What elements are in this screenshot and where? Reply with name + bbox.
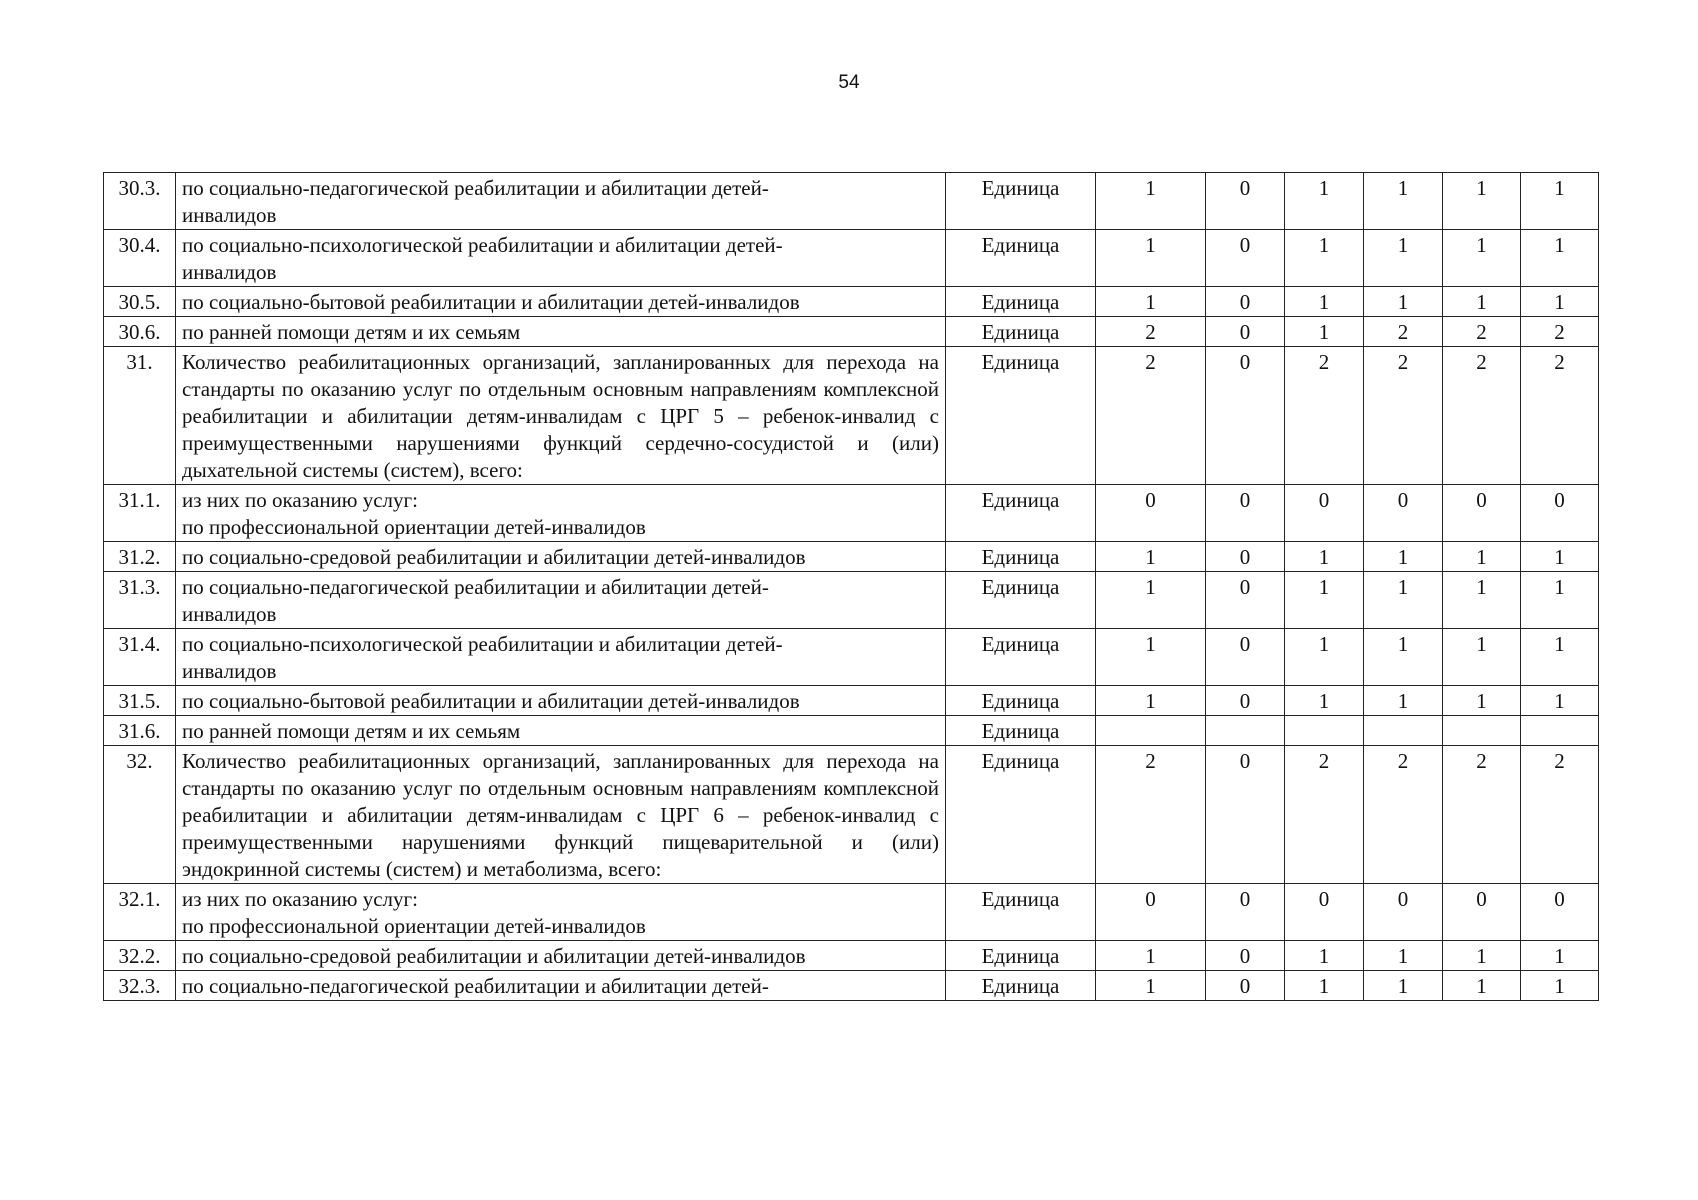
description-line: по социально-бытовой реабилитации и абилитации детей-инвалидов (182, 689, 800, 713)
row-number: 31.3. (104, 572, 176, 629)
value-cell: 0 (1206, 542, 1285, 572)
value-cell: 1 (1364, 686, 1443, 716)
value-cell: 1 (1521, 686, 1599, 716)
value-cell: 1 (1096, 686, 1206, 716)
row-number: 31.1. (104, 485, 176, 542)
table-row (104, 746, 1599, 884)
value-cell: 1 (1285, 230, 1364, 287)
indicators-table (103, 172, 1599, 1001)
table-row (104, 629, 1599, 686)
value-cell: 1 (1521, 230, 1599, 287)
row-number: 32. (104, 746, 176, 884)
value-cell: 2 (1364, 746, 1443, 884)
value-cell: 2 (1364, 347, 1443, 485)
value-cell: 1 (1364, 941, 1443, 971)
value-cell: 0 (1096, 884, 1206, 941)
value-cell: 1 (1443, 230, 1521, 287)
value-cell: 2 (1443, 317, 1521, 347)
row-unit: Единица (946, 884, 1096, 941)
value-cell: 1 (1285, 542, 1364, 572)
value-cell (1096, 716, 1206, 746)
value-cell: 1 (1364, 572, 1443, 629)
value-cell: 2 (1096, 347, 1206, 485)
value-cell: 2 (1521, 317, 1599, 347)
value-cell (1364, 716, 1443, 746)
table-row (104, 317, 1599, 347)
value-cell: 0 (1206, 173, 1285, 230)
value-cell: 0 (1443, 485, 1521, 542)
value-cell: 0 (1206, 971, 1285, 1001)
row-description: Количество реабилитационных организаций, запланированных для перехода на стандарты по оказанию услуг по отдельным основным направлениям комплексной реабилитации и абилитации детям-инвалидам с ЦРГ 5 – ребенок-инвалид с преимущественными нарушениями функций сердечно-сосудистой и (или) дыхательной системы (систем), всего: (176, 347, 946, 485)
value-cell: 1 (1096, 629, 1206, 686)
value-cell: 0 (1206, 884, 1285, 941)
table-row (104, 686, 1599, 716)
value-cell: 1 (1443, 629, 1521, 686)
value-cell: 1 (1443, 287, 1521, 317)
value-cell (1443, 716, 1521, 746)
value-cell (1521, 716, 1599, 746)
table-row (104, 347, 1599, 485)
value-cell: 1 (1096, 287, 1206, 317)
value-cell: 0 (1521, 485, 1599, 542)
value-cell: 1 (1364, 287, 1443, 317)
value-cell: 1 (1364, 971, 1443, 1001)
value-cell: 1 (1443, 542, 1521, 572)
table-row (104, 572, 1599, 629)
value-cell: 0 (1206, 317, 1285, 347)
value-cell: 1 (1096, 542, 1206, 572)
row-unit: Единица (946, 347, 1096, 485)
value-cell: 1 (1285, 173, 1364, 230)
row-number: 31.5. (104, 686, 176, 716)
value-cell: 2 (1364, 317, 1443, 347)
row-unit: Единица (946, 629, 1096, 686)
value-cell: 1 (1285, 317, 1364, 347)
value-cell: 0 (1364, 884, 1443, 941)
description-line: по ранней помощи детям и их семьям (182, 320, 521, 344)
table-row (104, 173, 1599, 230)
description-line: инвалидов (182, 659, 277, 683)
value-cell: 0 (1285, 884, 1364, 941)
row-number: 31.2. (104, 542, 176, 572)
table-row (104, 971, 1599, 1001)
description-line: инвалидов (182, 260, 277, 284)
row-unit: Единица (946, 230, 1096, 287)
value-cell: 0 (1206, 347, 1285, 485)
table-row (104, 941, 1599, 971)
description-line: по ранней помощи детям и их семьям (182, 719, 521, 743)
description-line: инвалидов (182, 602, 277, 626)
value-cell: 1 (1521, 971, 1599, 1001)
row-number: 32.2. (104, 941, 176, 971)
row-description (176, 971, 946, 1001)
description-line: по социально-средовой реабилитации и абилитации детей-инвалидов (182, 545, 806, 569)
table-row (104, 542, 1599, 572)
row-unit: Единица (946, 542, 1096, 572)
value-cell: 1 (1364, 173, 1443, 230)
row-number: 30.3. (104, 173, 176, 230)
value-cell: 2 (1096, 746, 1206, 884)
row-unit: Единица (946, 485, 1096, 542)
value-cell: 1 (1364, 629, 1443, 686)
row-description (176, 485, 946, 542)
row-description (176, 941, 946, 971)
row-number: 32.3. (104, 971, 176, 1001)
row-description: Количество реабилитационных организаций, запланированных для перехода на стандарты по оказанию услуг по отдельным основным направлениям комплексной реабилитации и абилитации детям-инвалидам с ЦРГ 6 – ребенок-инвалид с преимущественными нарушениями функций пищеварительной и (или) эндокринной системы (систем) и метаболизма, всего: (176, 746, 946, 884)
value-cell: 1 (1285, 572, 1364, 629)
row-unit: Единица (946, 173, 1096, 230)
table-row (104, 485, 1599, 542)
row-number: 30.4. (104, 230, 176, 287)
row-unit: Единица (946, 686, 1096, 716)
description-line: по профессиональной ориентации детей-инвалидов (182, 515, 646, 539)
value-cell: 1 (1521, 629, 1599, 686)
value-cell: 0 (1096, 485, 1206, 542)
value-cell: 2 (1521, 746, 1599, 884)
value-cell: 0 (1206, 746, 1285, 884)
description-line: по социально-педагогической реабилитации и абилитации детей- (182, 974, 769, 998)
value-cell: 1 (1285, 941, 1364, 971)
description-line: из них по оказанию услуг: (182, 488, 418, 512)
description-line: по профессиональной ориентации детей-инвалидов (182, 914, 646, 938)
value-cell: 1 (1443, 971, 1521, 1001)
row-description (176, 884, 946, 941)
row-description (176, 572, 946, 629)
value-cell: 2 (1443, 746, 1521, 884)
table-row (104, 884, 1599, 941)
value-cell: 2 (1521, 347, 1599, 485)
value-cell: 1 (1521, 572, 1599, 629)
value-cell: 2 (1443, 347, 1521, 485)
value-cell: 1 (1096, 572, 1206, 629)
row-description (176, 287, 946, 317)
row-number: 31.4. (104, 629, 176, 686)
value-cell (1206, 716, 1285, 746)
value-cell: 0 (1285, 485, 1364, 542)
row-unit: Единица (946, 572, 1096, 629)
value-cell (1285, 716, 1364, 746)
value-cell: 1 (1521, 173, 1599, 230)
row-unit: Единица (946, 716, 1096, 746)
description-line: инвалидов (182, 203, 277, 227)
value-cell: 1 (1364, 230, 1443, 287)
value-cell: 1 (1443, 686, 1521, 716)
value-cell: 1 (1521, 941, 1599, 971)
value-cell: 0 (1364, 485, 1443, 542)
value-cell: 0 (1206, 686, 1285, 716)
value-cell: 1 (1096, 173, 1206, 230)
description-line: по социально-бытовой реабилитации и абилитации детей-инвалидов (182, 290, 800, 314)
table-row (104, 230, 1599, 287)
row-unit: Единица (946, 746, 1096, 884)
value-cell: 1 (1443, 173, 1521, 230)
value-cell: 1 (1521, 287, 1599, 317)
row-number: 32.1. (104, 884, 176, 941)
row-number: 30.5. (104, 287, 176, 317)
value-cell: 1 (1443, 572, 1521, 629)
value-cell: 0 (1521, 884, 1599, 941)
row-number: 31. (104, 347, 176, 485)
row-unit: Единица (946, 941, 1096, 971)
value-cell: 0 (1443, 884, 1521, 941)
value-cell: 1 (1285, 971, 1364, 1001)
value-cell: 1 (1096, 230, 1206, 287)
value-cell: 1 (1285, 629, 1364, 686)
row-unit: Единица (946, 317, 1096, 347)
value-cell: 1 (1521, 542, 1599, 572)
page-number: 54 (838, 72, 860, 93)
row-unit: Единица (946, 287, 1096, 317)
value-cell: 0 (1206, 287, 1285, 317)
value-cell: 1 (1364, 542, 1443, 572)
value-cell: 2 (1285, 746, 1364, 884)
row-number: 31.6. (104, 716, 176, 746)
value-cell: 1 (1096, 971, 1206, 1001)
description-line: из них по оказанию услуг: (182, 887, 418, 911)
row-number: 30.6. (104, 317, 176, 347)
value-cell: 0 (1206, 485, 1285, 542)
value-cell: 1 (1096, 941, 1206, 971)
description-line: по социально-психологической реабилитации и абилитации детей- (182, 632, 783, 656)
value-cell: 2 (1096, 317, 1206, 347)
value-cell: 0 (1206, 629, 1285, 686)
value-cell: 0 (1206, 941, 1285, 971)
row-description (176, 629, 946, 686)
value-cell: 1 (1443, 941, 1521, 971)
row-description (176, 542, 946, 572)
table-row (104, 287, 1599, 317)
row-description (176, 173, 946, 230)
description-line: по социально-педагогической реабилитации и абилитации детей- (182, 176, 769, 200)
row-description (176, 686, 946, 716)
description-line: по социально-средовой реабилитации и абилитации детей-инвалидов (182, 944, 806, 968)
table-row (104, 716, 1599, 746)
row-unit: Единица (946, 971, 1096, 1001)
row-description (176, 230, 946, 287)
table-body (104, 173, 1599, 1001)
row-description (176, 716, 946, 746)
description-line: по социально-психологической реабилитации и абилитации детей- (182, 233, 783, 257)
value-cell: 2 (1285, 347, 1364, 485)
value-cell: 1 (1285, 686, 1364, 716)
value-cell: 0 (1206, 230, 1285, 287)
value-cell: 1 (1285, 287, 1364, 317)
row-description (176, 317, 946, 347)
description-line: по социально-педагогической реабилитации и абилитации детей- (182, 575, 769, 599)
value-cell: 0 (1206, 572, 1285, 629)
